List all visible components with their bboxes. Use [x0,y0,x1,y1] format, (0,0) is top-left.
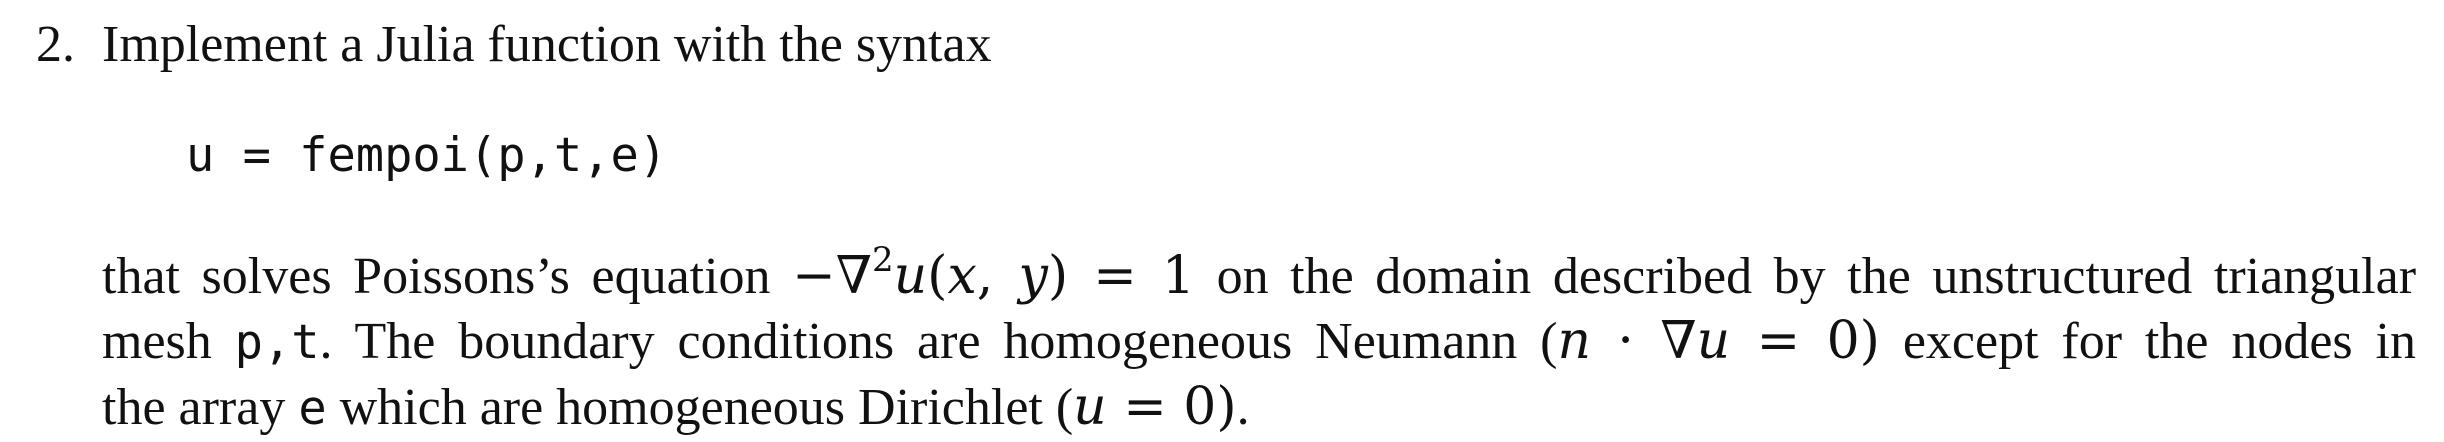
math-u: u [893,246,928,306]
math-equals-zero: = 0) [1730,311,1880,371]
problem-number: 2. [36,16,75,73]
line3-text-mid: which are homogeneous Dirichlet ( [326,379,1074,436]
function-syntax-code: u = fempoi(p,t,e) [186,128,668,183]
poisson-equation [792,240,1196,306]
math-equals-one: ) = 1 [1047,246,1196,306]
math-n: n [1557,311,1591,371]
mesh-code: p,t [234,315,320,370]
line3-text-end: . [1236,379,1250,436]
line2-text-after: except for the nodes in [1879,313,2416,370]
description-line-1 [102,240,2417,309]
description-line-2 [102,309,2416,375]
math-x: x [947,246,977,306]
dirichlet-condition [1073,377,1237,437]
math-comma: , [976,246,1019,306]
math-u: u [1073,377,1107,437]
neumann-condition [1558,311,1880,371]
line1-text-before: that solves Poissons’s equation [102,248,793,305]
line2-text-mid: . The boundary conditions are homogeneous Neumann ( [319,313,1558,370]
line3-text-before: the array [102,379,299,436]
problem-description [102,240,2417,441]
problem-heading-text: Implement a Julia function with the syntax [102,16,992,73]
description-line-3 [102,375,2416,441]
math-exponent: 2 [872,240,894,280]
math-u: u [1696,311,1731,371]
math-neg-laplacian: −∇ [792,246,873,306]
math-equals-zero: = 0) [1106,377,1237,437]
problem-heading [36,6,2416,84]
math-paren-open: ( [927,246,948,306]
line2-text-before: mesh [102,313,235,370]
math-y: y [1018,246,1048,306]
problem-2 [36,6,2416,441]
array-code: e [298,381,327,436]
line1-text-after: on the domain described by the unstructured triangular [1195,248,2417,305]
math-dot-grad: · ∇ [1591,311,1697,371]
